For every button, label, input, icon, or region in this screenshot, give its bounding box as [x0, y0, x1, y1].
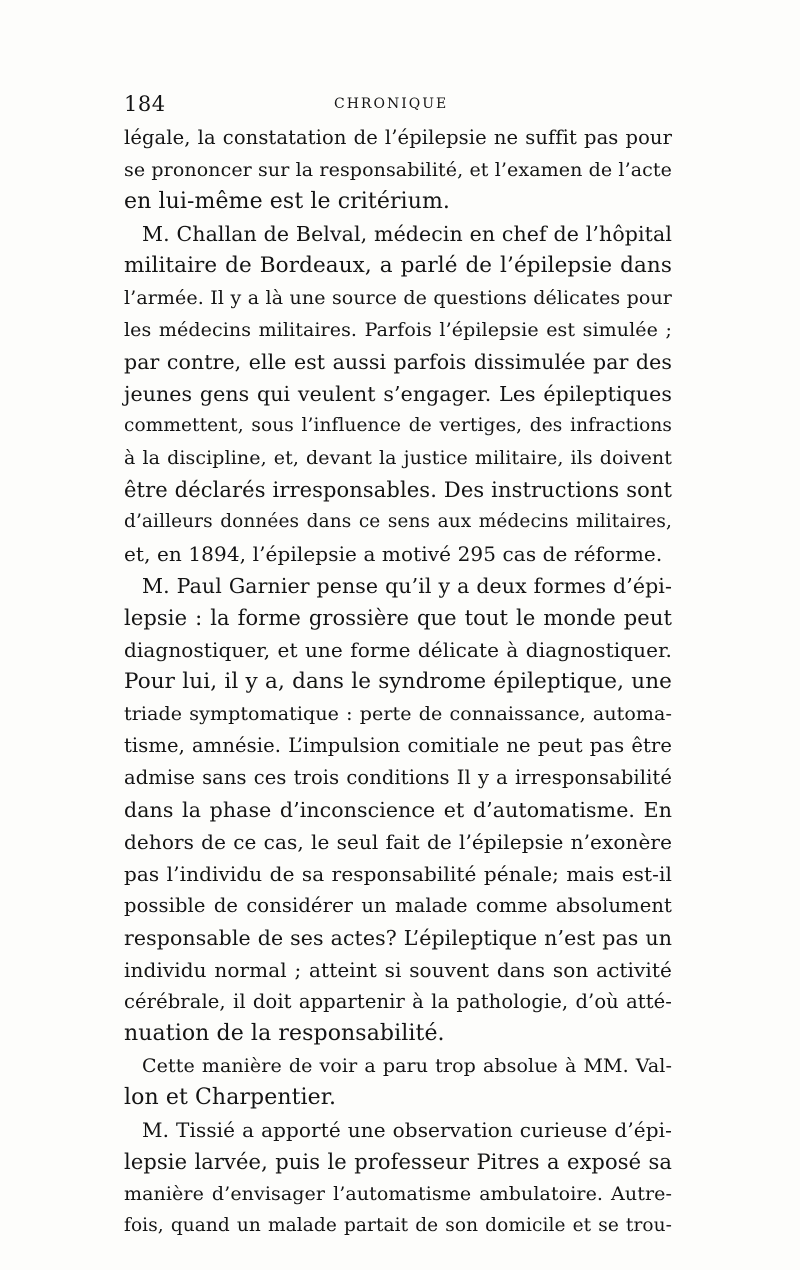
text-line: admise sans ces trois conditions Il y a irresponsabilité: [124, 766, 672, 789]
text-line: Pour lui, il y a, dans le syndrome épileptique, une: [124, 669, 672, 694]
text-line: triade symptomatique : perte de connaissance, automa-: [124, 703, 672, 725]
text-line: légale, la constatation de l’épilepsie ne suffit pas pour: [124, 126, 672, 149]
text-line: l’armée. Il y a là une source de questions délicates pour: [124, 287, 672, 309]
text-line: M. Challan de Belval, médecin en chef de l’hôpital: [142, 222, 672, 246]
text-line: responsable de ses actes? L’épileptique n’est pas un: [124, 926, 672, 950]
text-line: lepsie : la forme grossière que tout le monde peut: [124, 606, 672, 630]
text-line: commettent, sous l’influence de vertiges, des infractions: [124, 415, 672, 436]
text-line: tisme, amnésie. L’impulsion comitiale ne peut pas être: [124, 734, 672, 757]
text-line: se prononcer sur la responsabilité, et l’examen de l’acte: [124, 159, 672, 181]
text-line: par contre, elle est aussi parfois dissimulée par des: [124, 350, 672, 374]
text-line: manière d’envisager l’automatisme ambulatoire. Autre-: [124, 1183, 672, 1205]
body-text: [124, 122, 672, 1242]
page-number: 184: [124, 92, 166, 116]
text-line: d’ailleurs données dans ce sens aux médecins militaires,: [124, 511, 672, 532]
text-line: pas l’individu de sa responsabilité pénale; mais est-il: [124, 862, 672, 886]
text-line: M. Tissié a apporté une observation curieuse d’épi-: [142, 1118, 672, 1142]
text-line: militaire de Bordeaux, a parlé de l’épilepsie dans: [124, 253, 672, 278]
text-line: M. Paul Garnier pense qu’il y a deux formes d’épi-: [142, 574, 672, 598]
text-line: dehors de ce cas, le seul fait de l’épilepsie n’exonère: [124, 830, 672, 854]
text-line: être déclarés irresponsables. Des instructions sont: [124, 478, 672, 502]
text-line: les médecins militaires. Parfois l’épilepsie est simulée ;: [124, 319, 672, 341]
running-title: CHRONIQUE: [334, 96, 449, 112]
text-line: lon et Charpentier.: [124, 1085, 337, 1110]
text-line: Cette manière de voir a paru trop absolue à MM. Val-: [142, 1055, 672, 1077]
text-line: cérébrale, il doit appartenir à la pathologie, d’où atté-: [124, 990, 672, 1013]
text-line: à la discipline, et, devant la justice militaire, ils doivent: [124, 447, 672, 469]
text-line: fois, quand un malade partait de son domicile et se trou-: [124, 1215, 672, 1236]
text-line: jeunes gens qui veulent s’engager. Les épileptiques: [124, 382, 672, 406]
text-line: nuation de la responsabilité.: [124, 1021, 445, 1046]
text-line: possible de considérer un malade comme absolument: [124, 894, 672, 917]
text-line: dans la phase d’inconscience et d’automatisme. En: [124, 798, 672, 822]
text-line: en lui-même est le critérium.: [124, 189, 451, 214]
text-line: individu normal ; atteint si souvent dans son activité: [124, 958, 672, 982]
running-head: [124, 92, 672, 120]
text-line: diagnostiquer, et une forme délicate à diagnostiquer.: [124, 638, 672, 662]
text-line: et, en 1894, l’épilepsie a motivé 295 cas de réforme.: [124, 542, 663, 566]
text-line: lepsie larvée, puis le professeur Pitres a exposé sa: [124, 1150, 672, 1174]
